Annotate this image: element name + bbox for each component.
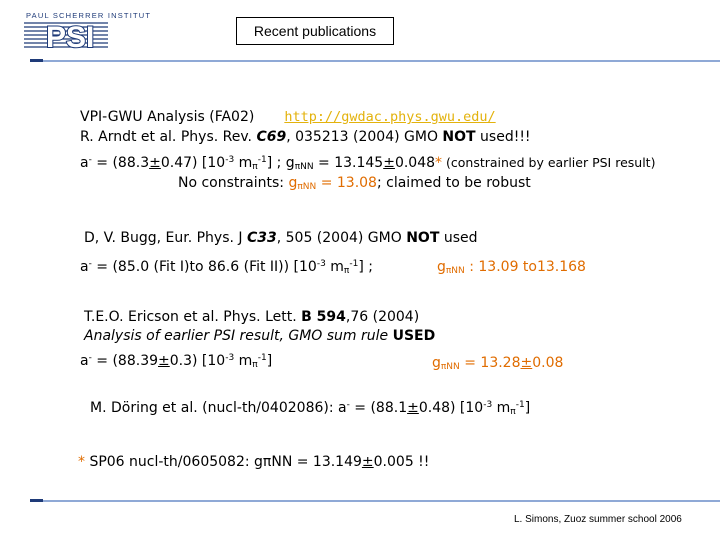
fa02-line4: No constraints: $g_{\pi NN} = 13.08$; claimed to be robust	[178, 175, 531, 192]
header-rule-accent	[30, 59, 43, 62]
gwdac-link[interactable]: http://gwdac.phys.gwu.edu/	[284, 109, 496, 125]
footer-credit: L. Simons, Zuoz summer school 2006	[514, 514, 682, 525]
doering-line: M. Döring et al. (nucl-th/0402086): a- = (88.1±0.48) [$10^{-3}$ $m_\pi^{-1}$]	[90, 400, 531, 417]
institute-name: PAUL SCHERRER INSTITUT	[26, 11, 152, 20]
ericson-line3: a- = (88.39±0.3) [$10^{-3}$ $m_\pi^{-1}$]	[80, 353, 273, 370]
fa02-line1: VPI-GWU Analysis (FA02) http://gwdac.phys.gwu.edu/	[80, 109, 496, 125]
bugg-line1: D, V. Bugg, Eur. Phys. J C33, 505 (2004) GMO NOT used	[84, 230, 478, 246]
ericson-line1: T.E.O. Ericson et al. Phys. Lett. B 594,76 (2004)	[84, 309, 420, 325]
header-rule	[30, 60, 720, 62]
footer-rule-accent	[30, 499, 43, 502]
footer-rule	[30, 500, 720, 502]
bugg-line2: a- = (85.0 (Fit I)to 86.6 (Fit II)) [$10^{-3}$ $m_\pi^{-1}$] ;	[80, 259, 373, 276]
psi-logo	[24, 20, 108, 50]
ericson-line2: Analysis of earlier PSI result, GMO sum rule USED	[84, 328, 436, 344]
fa02-line3: a- = (88.3±0.47) [$10^{-3}$ $m_\pi^{-1}$] ; $g_{\pi NN} = 13.145\pm 0.048*$ (constrained by earlier PSI result)	[80, 155, 656, 172]
ericson-coupling: $g_{\pi NN} = 13.28\pm 0.08$	[432, 355, 564, 372]
bugg-coupling: $g_{\pi NN}$ : 13.09 to13.168	[437, 259, 586, 276]
psi-logo-text: PSI	[46, 21, 95, 50]
page-title: Recent publications	[236, 17, 394, 45]
fa02-line2: R. Arndt et al. Phys. Rev. C69, 035213 (2004) GMO NOT used!!!	[80, 129, 531, 145]
sp06-line: * SP06 nucl-th/0605082: gπNN = 13.149±0.005 !!	[78, 454, 430, 470]
